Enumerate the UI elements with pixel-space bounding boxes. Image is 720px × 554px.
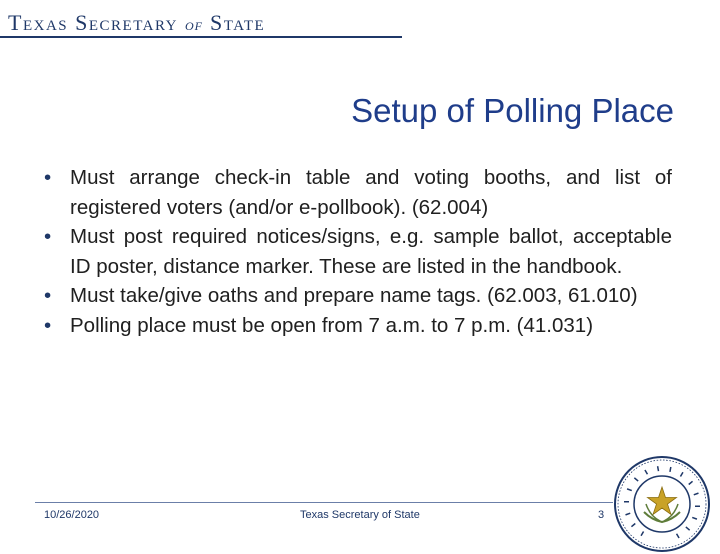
wordmark-part: T — [8, 10, 23, 35]
bullet-list — [44, 163, 672, 340]
slide-title: Setup of Polling Place — [351, 92, 674, 129]
bullet-item: • Polling place must be open from 7 a.m. to 7 p.m. (41.031) — [44, 311, 672, 341]
footer-organization: Texas Secretary of State — [300, 509, 420, 521]
wordmark-part: S — [210, 10, 224, 35]
texas-state-seal-icon — [612, 454, 712, 554]
wordmark-part: TATE — [223, 18, 266, 34]
wordmark-part: S — [75, 10, 89, 35]
wordmark-part: ECRETARY — [88, 18, 179, 34]
footer-divider — [35, 502, 613, 503]
footer-date: 10/26/2020 — [44, 509, 100, 521]
wordmark-part: OF — [185, 19, 204, 33]
bullet-item: • Must post required notices/signs, e.g. sample ballot, acceptable ID poster, distance marker. These are listed in the handbook. — [44, 222, 672, 281]
wordmark-part: EXAS — [22, 18, 69, 34]
bullet-item: • Must arrange check-in table and voting booths, and list of registered voters (and/or e-pollbook). (62.004) — [44, 163, 672, 222]
header-band — [0, 0, 720, 44]
page-number: 3 — [598, 509, 605, 521]
organization-wordmark — [8, 10, 265, 36]
bullet-item: • Must take/give oaths and prepare name tags. (62.003, 61.010) — [44, 281, 672, 311]
header-divider — [0, 36, 402, 38]
